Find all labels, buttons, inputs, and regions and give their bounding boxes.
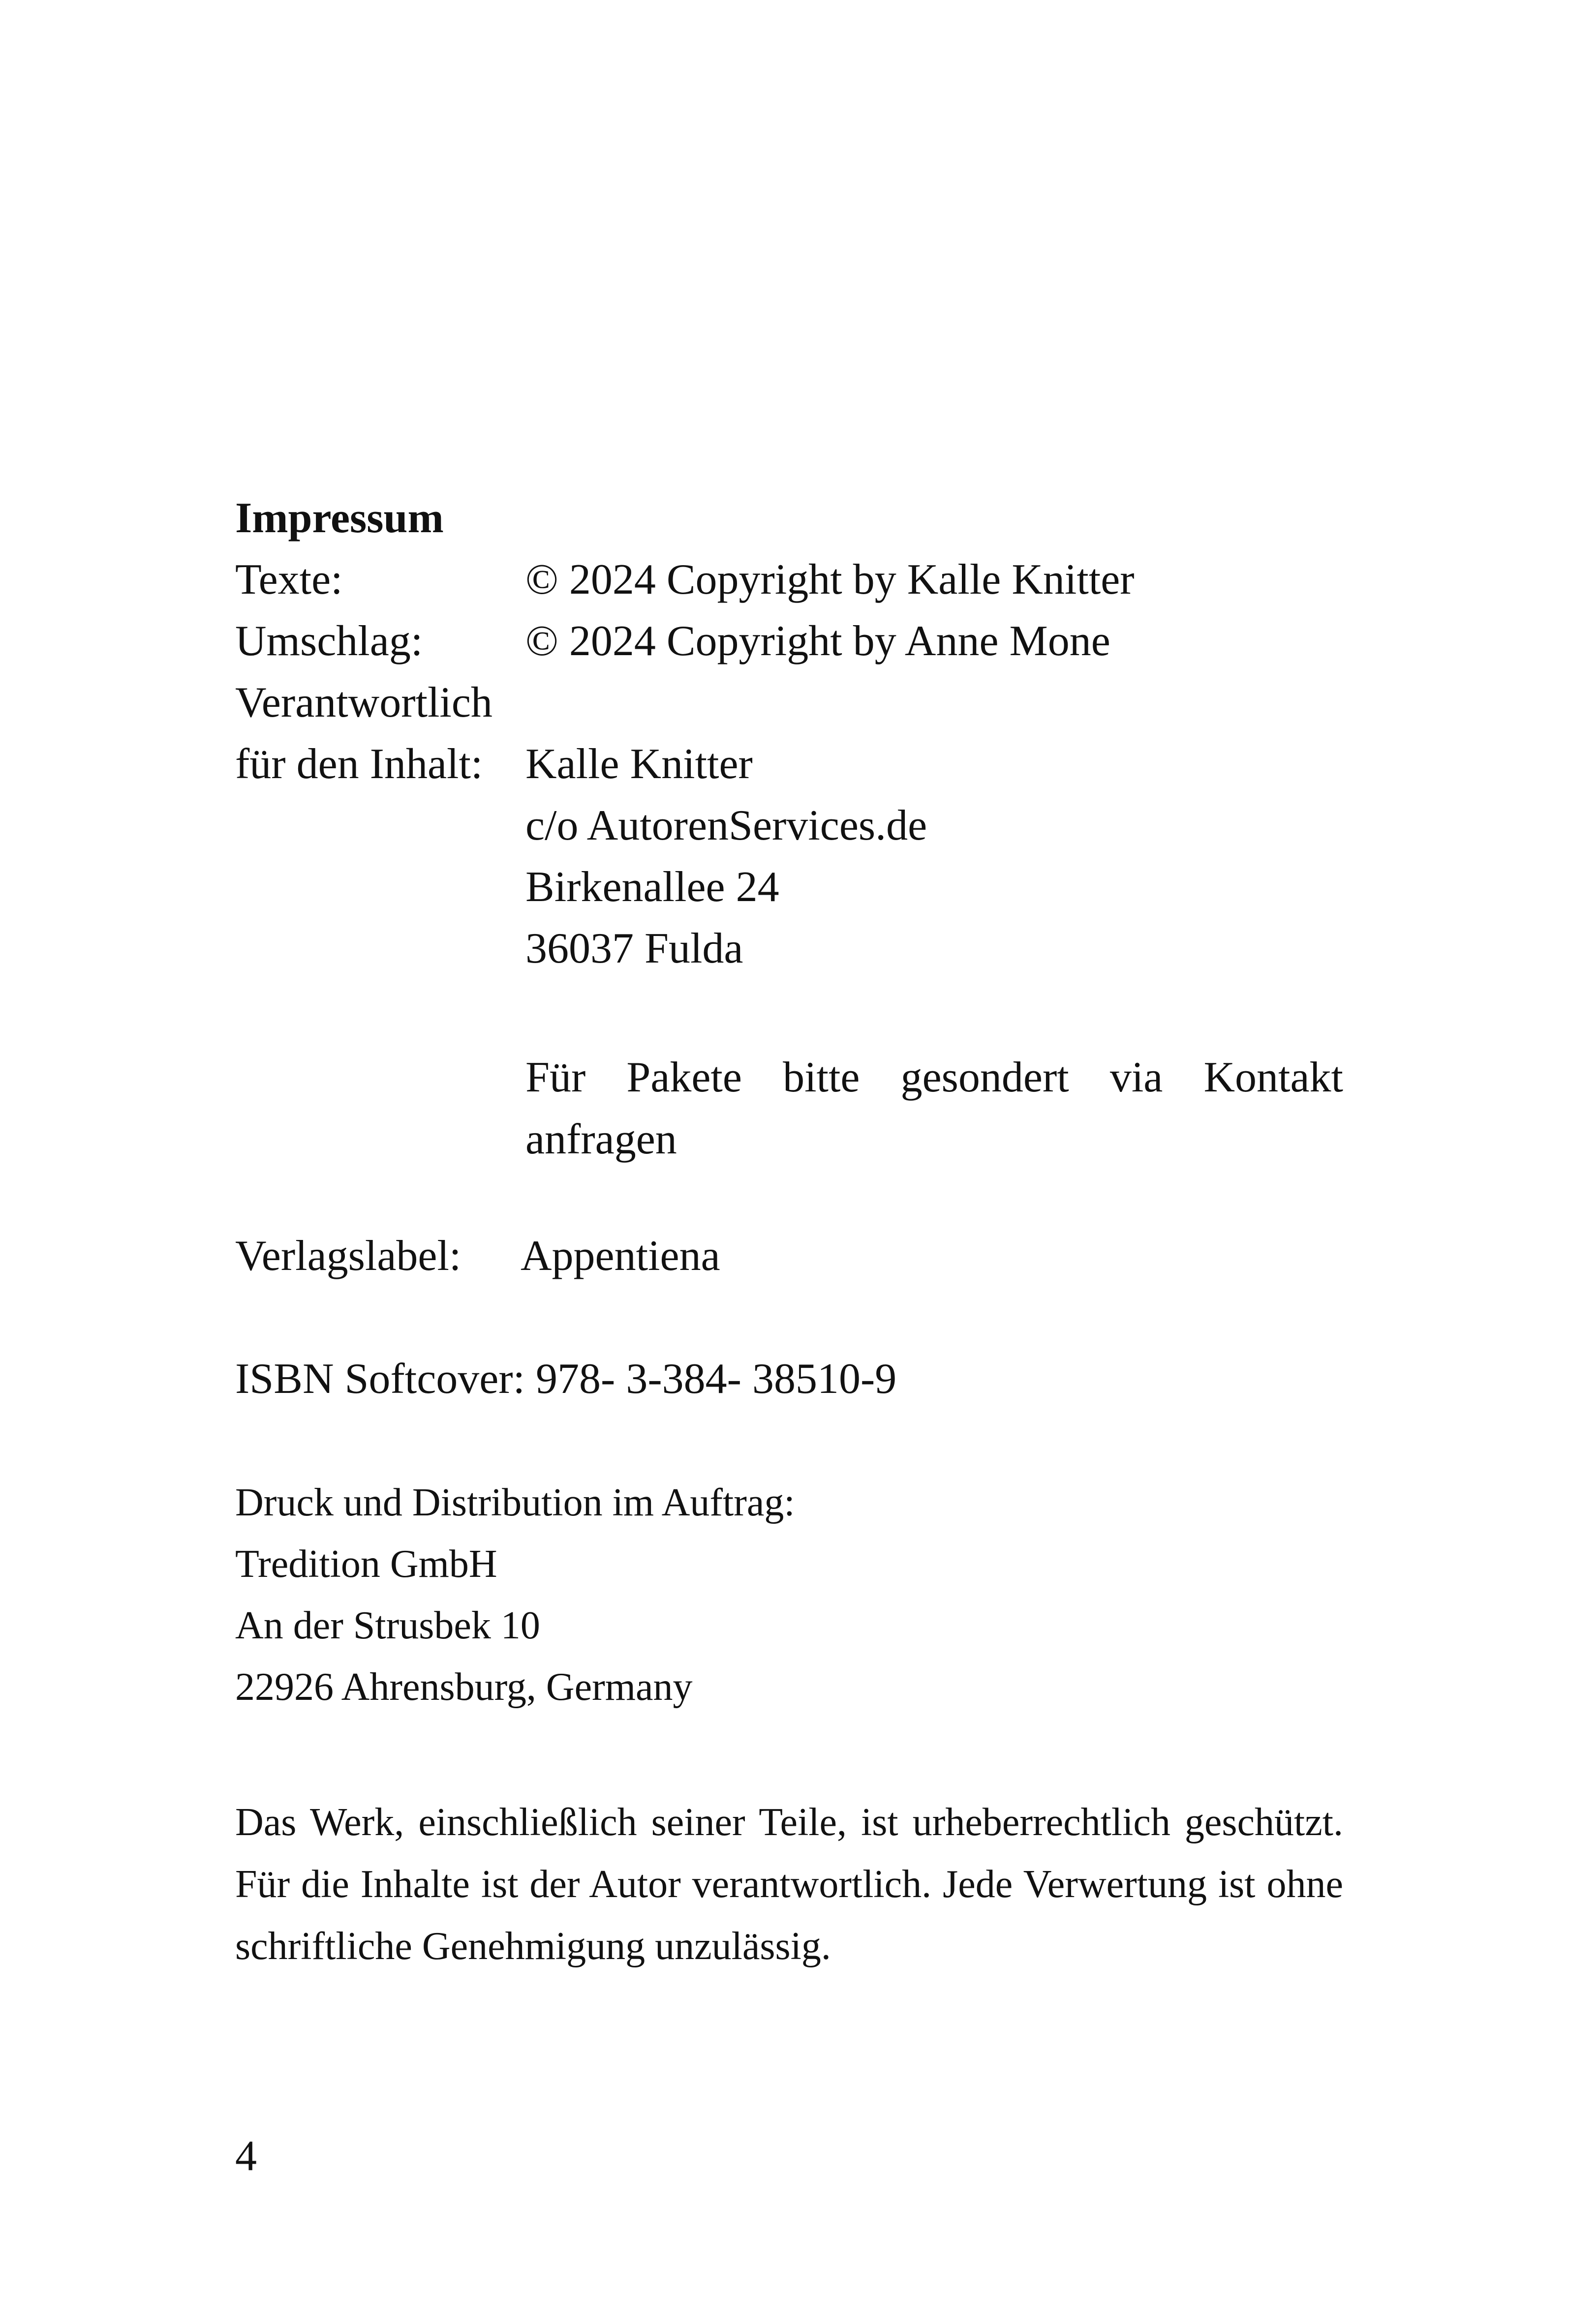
cover-label: Umschlag: — [235, 617, 423, 665]
address-care-of: c/o AutorenServices.de — [525, 802, 927, 849]
isbn-line: ISBN Softcover: 978- 3-384- 38510-9 — [235, 1355, 897, 1403]
printing-line1: Druck und Distribution im Auftrag: — [235, 1481, 795, 1524]
printing-line2: Tredition GmbH — [235, 1542, 497, 1586]
address-street: Birkenallee 24 — [525, 863, 779, 911]
parcel-note: Für Pakete bitte gesondert via Kontakt anfragen — [525, 1054, 1343, 1163]
texts-label: Texte: — [235, 556, 343, 604]
printing-line4: 22926 Ahrensburg, Germany — [235, 1665, 693, 1709]
legal-notice: Das Werk, einschließlich seiner Teile, ist urheberrechtlich geschützt. Für die Inhalte ist der Autor verantwortlich. Jede Verwertung ist ohne schriftliche Genehmigung unzulässig. — [235, 1801, 1343, 1968]
texts-copyright: © 2024 Copyright by Kalle Knitter — [525, 556, 1135, 604]
responsible-label-line1: Verantwortlich — [235, 679, 492, 726]
publisher-label-value: Appentiena — [521, 1232, 720, 1280]
imprint-heading: Impressum — [235, 494, 444, 542]
printing-line3: An der Strusbek 10 — [235, 1604, 540, 1647]
responsible-label-line2: für den Inhalt: — [235, 740, 483, 788]
cover-copyright: © 2024 Copyright by Anne Mone — [525, 617, 1110, 665]
address-name: Kalle Knitter — [525, 740, 753, 788]
page-number: 4 — [235, 2132, 257, 2180]
address-city: 36037 Fulda — [525, 925, 743, 972]
publisher-label-label: Verlagslabel: — [235, 1232, 461, 1280]
